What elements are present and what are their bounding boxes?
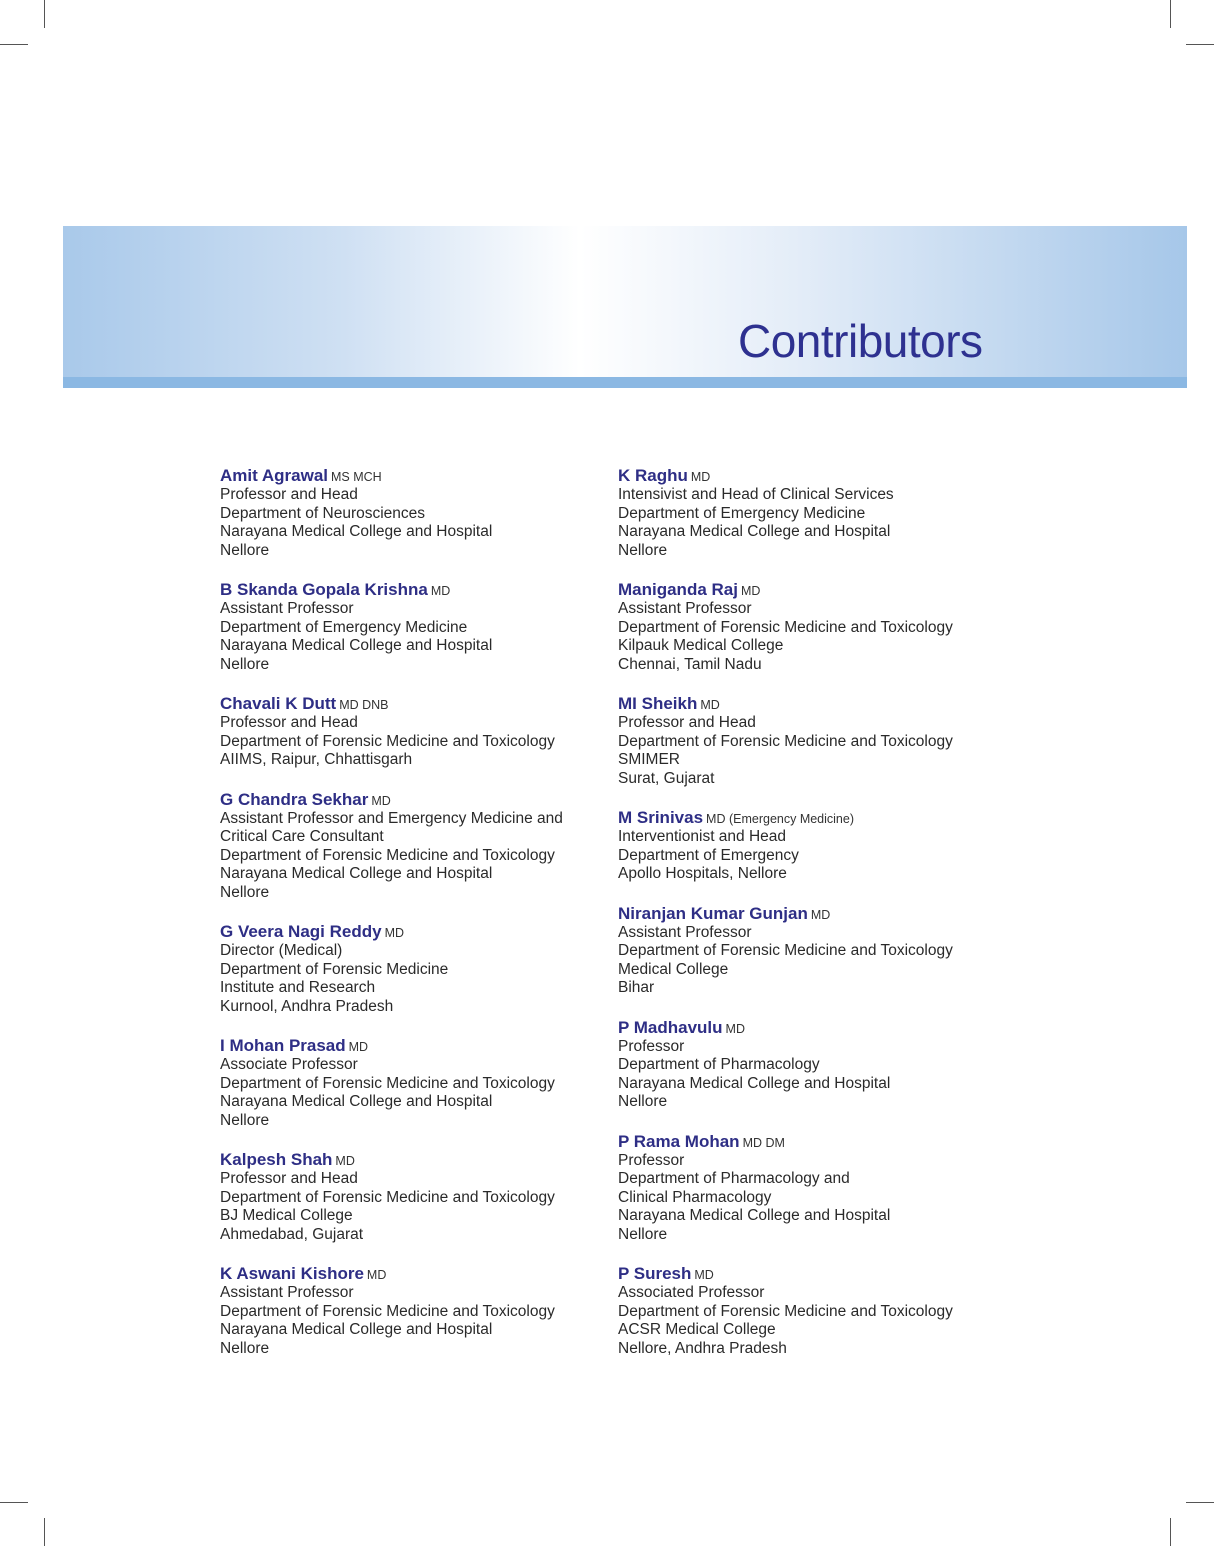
contributor-degree: MD — [725, 1021, 745, 1036]
contributor-entry — [618, 1132, 988, 1245]
crop-mark — [44, 1518, 45, 1546]
contributor-affiliation-line: Nellore, Andhra Pradesh — [618, 1339, 787, 1357]
contributor-affiliation-line: ACSR Medical College — [618, 1321, 776, 1338]
contributor-heading — [618, 808, 988, 828]
contributor-affiliation-line: AIIMS, Raipur, Chhattisgarh — [220, 751, 413, 768]
contributor-heading — [220, 580, 590, 600]
contributor-affiliation-line: Kilpauk Medical College — [618, 637, 784, 654]
crop-mark — [1170, 1518, 1171, 1546]
contributor-affiliation-line: Department of Forensic Medicine and Toxicology — [220, 846, 555, 864]
contributor-degree: MD — [366, 1268, 387, 1282]
contributor-affiliation-line: Apollo Hospitals, Nellore — [618, 865, 787, 882]
contributor-degree: MD — [690, 470, 711, 484]
contributor-entry — [220, 694, 590, 770]
contributor-heading — [220, 1264, 590, 1284]
contributor-degree: MD — [810, 907, 831, 922]
contributor-heading — [220, 466, 590, 486]
contributor-degree: MD — [740, 584, 761, 598]
contributor-affiliation-line: Professor — [618, 1037, 685, 1055]
contributor-name: M Srinivas — [618, 808, 704, 827]
contributor-heading — [618, 1264, 988, 1284]
contributor-name: P Madhavulu — [618, 1017, 723, 1037]
contributor-affiliation-line: Nellore — [618, 1093, 668, 1110]
contributor-affiliation-line: Professor and Head — [618, 714, 756, 731]
contributor-affiliation-line: Professor and Head — [220, 714, 358, 731]
contributor-affiliation-line: Nellore — [220, 541, 270, 559]
contributor-heading — [618, 466, 988, 486]
contributor-affiliation-line: Department of Forensic Medicine and Toxicology — [618, 732, 953, 750]
contributor-affiliation-line: Assistant Professor — [618, 923, 752, 941]
contributor-affiliation-line: Department of Forensic Medicine and Toxicology — [618, 1302, 953, 1320]
contributor-affiliation-line: Nellore — [220, 1339, 270, 1357]
contributor-entry — [618, 580, 988, 674]
contributor-affiliation-line: Department of Emergency Medicine — [618, 504, 866, 522]
contributor-name: Amit Agrawal — [220, 466, 329, 485]
contributor-heading — [220, 694, 590, 714]
contributor-entry — [220, 790, 590, 903]
contributor-affiliation-line: Department of Emergency — [618, 846, 799, 864]
contributor-affiliation-line: Critical Care Consultant — [220, 828, 384, 845]
contributor-affiliation-line: Surat, Gujarat — [618, 769, 715, 787]
contributor-entry — [220, 1150, 590, 1244]
contributor-affiliation-line: Kurnool, Andhra Pradesh — [220, 997, 394, 1015]
contributor-name: Maniganda Raj — [618, 580, 738, 599]
contributor-heading — [618, 1132, 988, 1152]
contributor-degree: MS MCH — [331, 470, 382, 484]
crop-mark — [0, 1502, 28, 1503]
contributor-entry — [618, 808, 988, 884]
contributor-affiliation-line: SMIMER — [618, 751, 680, 768]
contributor-affiliation-line: Nellore — [220, 1111, 270, 1129]
contributor-name: Niranjan Kumar Gunjan — [618, 903, 808, 923]
contributor-name: MI Sheikh — [618, 694, 698, 713]
contributor-affiliation-line: Assistant Professor and Emergency Medicine and — [220, 809, 563, 827]
contributor-affiliation-line: Department of Forensic Medicine and Toxicology — [618, 942, 953, 959]
contributor-affiliation-line: Intensivist and Head of Clinical Services — [618, 486, 894, 503]
contributor-degree: MD — [348, 1040, 369, 1054]
contributor-affiliation-line: Assistant Professor — [220, 600, 354, 617]
contributor-heading — [220, 922, 590, 942]
contributor-name: I Mohan Prasad — [220, 1036, 346, 1055]
contributor-affiliation-line: Department of Emergency Medicine — [220, 618, 468, 636]
contributor-entry — [618, 1018, 988, 1112]
contributor-affiliation-line: Assistant Professor — [220, 1284, 354, 1301]
contributor-degree: MD — [700, 698, 720, 712]
contributor-affiliation-line: Clinical Pharmacology — [618, 1188, 772, 1206]
contributor-affiliation-line: Narayana Medical College and Hospital — [618, 523, 891, 540]
contributor-degree: MD — [371, 793, 391, 808]
page-title: Contributors — [738, 315, 983, 367]
contributor-affiliation-line: Bihar — [618, 979, 655, 996]
contributor-degree: MD — [335, 1154, 355, 1168]
contributor-affiliation-line: Department of Forensic Medicine and Toxicology — [220, 1188, 555, 1206]
contributor-degree: MD DM — [742, 1135, 785, 1150]
contributor-name: K Raghu — [618, 466, 688, 485]
header-banner — [63, 226, 1187, 388]
contributor-affiliation-line: Assistant Professor — [618, 600, 752, 617]
contributor-affiliation-line: Department of Forensic Medicine — [220, 960, 449, 978]
contributor-degree: MD — [694, 1268, 714, 1282]
contributor-entry — [220, 1264, 590, 1358]
contributor-affiliation-line: Nellore — [220, 883, 270, 901]
contributor-heading — [220, 1036, 590, 1056]
contributor-name: G Chandra Sekhar — [220, 789, 369, 809]
contributor-entry — [220, 580, 590, 674]
contributor-affiliation-line: Narayana Medical College and Hospital — [220, 523, 493, 540]
contributor-name: Kalpesh Shah — [220, 1150, 333, 1169]
contributor-entry — [618, 1264, 988, 1358]
contributor-degree: MD (Emergency Medicine) — [706, 812, 855, 826]
crop-mark — [1186, 1502, 1214, 1503]
contributor-entry — [618, 466, 988, 560]
contributors-column-left — [220, 466, 590, 1378]
contributor-name: K Aswani Kishore — [220, 1264, 364, 1283]
contributor-affiliation-line: Ahmedabad, Gujarat — [220, 1225, 364, 1243]
contributor-affiliation-line: Nellore — [618, 1225, 668, 1243]
contributor-affiliation-line: Interventionist and Head — [618, 828, 787, 845]
contributor-affiliation-line: Narayana Medical College and Hospital — [618, 1074, 891, 1092]
contributor-affiliation-line: Director (Medical) — [220, 942, 343, 959]
contributor-name: G Veera Nagi Reddy — [220, 922, 382, 941]
contributor-affiliation-line: Nellore — [618, 541, 668, 559]
contributor-affiliation-line: Nellore — [220, 655, 270, 673]
contributor-affiliation-line: Medical College — [618, 960, 729, 978]
contributor-affiliation-line: Narayana Medical College and Hospital — [220, 637, 493, 654]
contributor-degree: MD DNB — [339, 698, 389, 712]
contributor-affiliation-line: Professor and Head — [220, 486, 358, 503]
contributor-affiliation-line: Narayana Medical College and Hospital — [220, 1093, 493, 1110]
contributor-heading — [220, 790, 590, 810]
contributor-affiliation-line: Narayana Medical College and Hospital — [220, 1321, 493, 1338]
crop-mark — [1186, 44, 1214, 45]
contributor-affiliation-line: Narayana Medical College and Hospital — [618, 1207, 891, 1224]
contributor-degree: MD — [384, 926, 405, 940]
contributor-affiliation-line: Department of Forensic Medicine and Toxicology — [220, 1074, 555, 1092]
banner-strip — [63, 377, 1187, 388]
contributor-heading — [220, 1150, 590, 1170]
crop-mark — [1170, 0, 1171, 28]
contributor-affiliation-line: Department of Forensic Medicine and Toxicology — [220, 1302, 555, 1320]
contributor-affiliation-line: Narayana Medical College and Hospital — [220, 865, 493, 882]
contributor-affiliation-line: Associate Professor — [220, 1056, 358, 1073]
contributor-affiliation-line: Professor and Head — [220, 1170, 358, 1187]
contributor-name: B Skanda Gopala Krishna — [220, 580, 428, 599]
contributor-affiliation-line: Chennai, Tamil Nadu — [618, 655, 762, 673]
contributor-affiliation-line: Department of Pharmacology and — [618, 1170, 850, 1187]
contributor-heading — [618, 694, 988, 714]
contributor-affiliation-line: Associated Professor — [618, 1284, 765, 1301]
contributor-degree: MD — [430, 584, 451, 598]
contributor-entry — [220, 466, 590, 560]
contributor-entry — [618, 694, 988, 788]
contributor-heading — [618, 904, 988, 924]
contributor-affiliation-line: Department of Forensic Medicine and Toxicology — [220, 732, 555, 750]
crop-mark — [44, 0, 45, 28]
contributors-column-right — [618, 466, 988, 1378]
contributor-name: P Rama Mohan — [618, 1131, 740, 1151]
contributor-affiliation-line: Department of Neurosciences — [220, 504, 426, 522]
contributor-affiliation-line: Department of Forensic Medicine and Toxicology — [618, 618, 953, 636]
contributor-heading — [618, 1018, 988, 1038]
crop-mark — [0, 44, 28, 45]
contributor-name: Chavali K Dutt — [220, 694, 337, 713]
contributor-affiliation-line: Professor — [618, 1151, 685, 1169]
contributor-affiliation-line: Department of Pharmacology — [618, 1056, 820, 1073]
contributor-entry — [220, 1036, 590, 1130]
contributor-affiliation-line: BJ Medical College — [220, 1207, 353, 1224]
contributor-entry — [618, 904, 988, 998]
contributor-affiliation-line: Institute and Research — [220, 979, 376, 996]
contributor-name: P Suresh — [618, 1264, 692, 1283]
contributor-heading — [618, 580, 988, 600]
contributor-entry — [220, 922, 590, 1016]
